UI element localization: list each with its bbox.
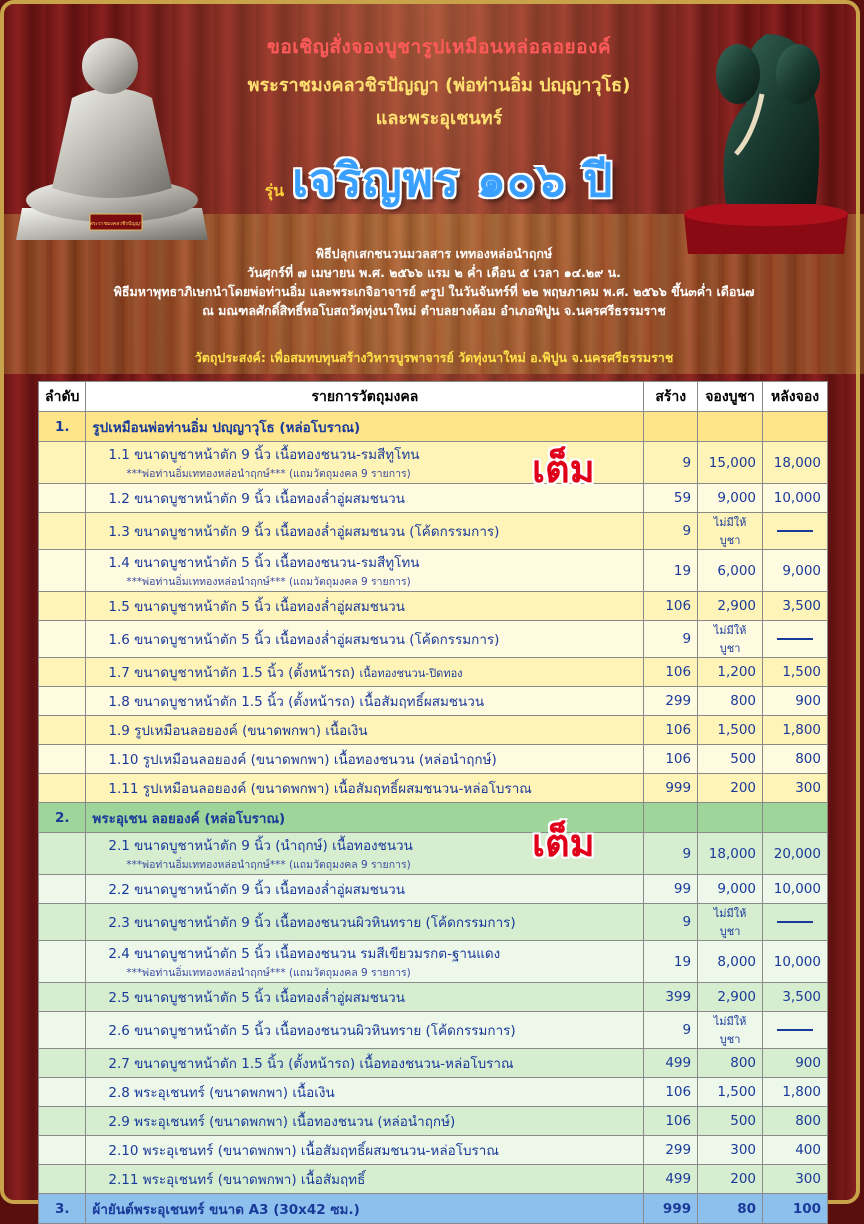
item-title: 2.10 พระอุเชนทร์ (ขนาดพกพา) เนื้อสัมฤทธิ์ผสมชนวน-หล่อโบราณ [108,1143,499,1159]
after-price: 300 [763,774,828,803]
made-count: 106 [644,745,698,774]
edition-prefix: รุ่น [264,181,285,200]
made-count: 106 [644,716,698,745]
table-row [39,1012,828,1049]
item-cell [86,716,644,745]
item-cell [86,1049,644,1078]
after-price: 3,500 [763,592,828,621]
made-count: 106 [644,592,698,621]
section-row [39,412,828,442]
table-row [39,941,828,983]
item-title: 2.2 ขนาดบูชาหน้าตัก 9 นิ้ว เนื้อทองล่ำอู่ผสมชนวน [108,882,405,898]
row-no-cell [39,904,86,941]
row-no-cell [39,687,86,716]
header-after: หลังจอง [763,382,828,412]
reserve-price: 2,900 [698,983,763,1012]
item-cell [86,513,644,550]
made-count: 9 [644,621,698,658]
section-title: พระอุเชน ลอยองค์ (หล่อโบราณ) [86,803,644,833]
row-no-cell [39,1136,86,1165]
item-text [92,661,637,683]
row-no-cell [39,484,86,513]
dash-mark [777,638,813,640]
after-price: 18,000 [763,442,828,484]
after-price: 1,800 [763,1078,828,1107]
item-text [92,1019,637,1041]
item-title: 1.10 รูปเหมือนลอยองค์ (ขนาดพกพา) เนื้อทองชนวน (หล่อนำฤกษ์) [108,752,497,768]
reserve-price: 18,000 [698,833,763,875]
made-count: 9 [644,833,698,875]
made-count: 999 [644,1194,698,1224]
price-table [38,381,828,1224]
made-count: 106 [644,1107,698,1136]
item-cell [86,774,644,803]
table-row [39,983,828,1012]
made-count: 19 [644,550,698,592]
monk-name: พระราชมงคลวชิรปัญญา (พ่อท่านอิ่ม ปญฺญาวุโธ) [247,75,631,96]
section-title: รูปเหมือนพ่อท่านอิ่ม ปญฺญาวุโธ (หล่อโบราณ) [86,412,644,442]
table-row [39,774,828,803]
elephant-statue-image [676,14,856,264]
item-cell [86,745,644,774]
made-count: 106 [644,1078,698,1107]
item-cell [86,1078,644,1107]
reserve-price: 300 [698,1136,763,1165]
invite-title: ขอเชิญสั่งจองบูชารูปเหมือนหล่อลอยองค์ [266,36,612,58]
row-no-cell [39,875,86,904]
header-made: สร้าง [644,382,698,412]
item-title: 1.11 รูปเหมือนลอยองค์ (ขนาดพกพา) เนื้อสัมฤทธิ์ผสมชนวน-หล่อโบราณ [108,781,532,797]
row-no-cell [39,592,86,621]
reserve-price: 15,000 [698,442,763,484]
item-cell [86,1136,644,1165]
reserve-price: 1,200 [698,658,763,687]
table-row [39,1165,828,1194]
item-subnote: ***พ่อท่านอิ่มเททองหล่อนำฤกษ์*** (แถมวัตถุมงคล 9 รายการ) [126,576,411,588]
reserve-price: 800 [698,687,763,716]
item-title: 1.5 ขนาดบูชาหน้าตัก 5 นิ้ว เนื้อทองล่ำอู่ผสมชนวน [108,599,405,615]
table-row [39,513,828,550]
section-row [39,1194,828,1224]
item-cell [86,983,644,1012]
made-count: 9 [644,442,698,484]
item-title: 2.5 ขนาดบูชาหน้าตัก 5 นิ้ว เนื้อทองล่ำอู่ผสมชนวน [108,990,405,1006]
dash-mark [777,1029,813,1031]
table-row [39,904,828,941]
table-row [39,1078,828,1107]
after-price: 300 [763,1165,828,1194]
item-cell [86,875,644,904]
row-no-cell [39,442,86,484]
ujen-name: และพระอุเชนทร์ [375,108,503,129]
table-row [39,716,828,745]
item-title: 2.1 ขนาดบูชาหน้าตัก 9 นิ้ว (นำฤกษ์) เนื้อทองชนวน [108,838,413,854]
made-count: 299 [644,687,698,716]
section-no: 1. [39,412,86,442]
made-count: 106 [644,658,698,687]
table-row [39,442,828,484]
monk-plaque-text: พระราชมงคลวชิรปัญญา [89,221,143,227]
row-no-cell [39,1049,86,1078]
item-title: 1.4 ขนาดบูชาหน้าตัก 5 นิ้ว เนื้อทองชนวน-รมสีทูโทน [108,555,420,571]
table-row [39,745,828,774]
after-price: 1,500 [763,658,828,687]
after-price: 100 [763,1194,828,1224]
after-price: 10,000 [763,484,828,513]
made-count: 19 [644,941,698,983]
row-no-cell [39,513,86,550]
row-no-cell [39,658,86,687]
edition-title: เจริญพร ๑๐๖ ปี [292,153,614,207]
item-text [92,551,637,573]
ceremony-line-1: พิธีปลุกเสกชนวนมวลสาร เททองหล่อนำฤกษ์ [315,246,553,261]
made-count: 9 [644,1012,698,1049]
table-row [39,833,828,875]
made-count: 999 [644,774,698,803]
item-text [92,690,637,712]
ceremony-line-2: วันศุกร์ที่ ๗ เมษายน พ.ศ. ๒๕๖๖ แรม ๒ ค่ำ เดือน ๕ เวลา ๑๔.๒๙ น. [247,265,621,280]
row-no-cell [39,983,86,1012]
made-count: 99 [644,875,698,904]
item-text [92,986,637,1008]
reserve-price: 500 [698,745,763,774]
item-title: 2.11 พระอุเชนทร์ (ขนาดพกพา) เนื้อสัมฤทธิ์ [108,1172,366,1188]
reserve-price: 9,000 [698,875,763,904]
made-count: 499 [644,1165,698,1194]
item-text [92,1168,637,1190]
item-title: 2.4 ขนาดบูชาหน้าตัก 5 นิ้ว เนื้อทองชนวน รมสีเขียวมรกต-ฐานแดง [108,946,501,962]
item-title: 2.6 ขนาดบูชาหน้าตัก 5 นิ้ว เนื้อทองชนวนผิวหินทราย (โค้ดกรรมการ) [108,1023,516,1039]
item-title: 1.6 ขนาดบูชาหน้าตัก 5 นิ้ว เนื้อทองล่ำอู่ผสมชนวน (โค้ดกรรมการ) [108,632,500,648]
sold-out-stamp: เต็ม [532,821,595,865]
table-row [39,621,828,658]
after-price: 9,000 [763,550,828,592]
reserve-price: 8,000 [698,941,763,983]
item-title: 2.3 ขนาดบูชาหน้าตัก 9 นิ้ว เนื้อทองชนวนผิวหินทราย (โค้ดกรรมการ) [108,915,516,931]
item-title: 2.9 พระอุเชนทร์ (ขนาดพกพา) เนื้อทองชนวน (หล่อนำฤกษ์) [108,1114,456,1130]
poster-header [204,32,674,217]
item-cell [86,941,644,983]
item-cell [86,1165,644,1194]
reserve-price: 9,000 [698,484,763,513]
reserve-price: ไม่มีให้บูชา [698,621,763,658]
row-no-cell [39,1012,86,1049]
made-count: 9 [644,513,698,550]
made-count: 399 [644,983,698,1012]
section-row [39,803,828,833]
item-title: 1.7 ขนาดบูชาหน้าตัก 1.5 นิ้ว (ตั้งหน้ารถ) [108,665,356,681]
item-text [92,1139,637,1161]
reserve-price: 6,000 [698,550,763,592]
reserve-price: 2,900 [698,592,763,621]
item-text [92,777,637,799]
table-row [39,1107,828,1136]
row-no-cell [39,1078,86,1107]
reserve-price: 1,500 [698,716,763,745]
item-cell [86,550,644,592]
after-price: 900 [763,1049,828,1078]
item-note: เนื้อทองชนวน-ปิดทอง [359,667,463,680]
item-text [92,942,637,964]
row-no-cell [39,1165,86,1194]
table-row [39,592,828,621]
made-count: 9 [644,904,698,941]
row-no-cell [39,745,86,774]
header-no: ลำดับ [39,382,86,412]
header-reserve: จองบูชา [698,382,763,412]
after-price: 10,000 [763,941,828,983]
item-text [92,628,637,650]
after-price: 400 [763,1136,828,1165]
after-price: 800 [763,745,828,774]
dash-mark [777,921,813,923]
purpose-text: วัตถุประสงค์: เพื่อสมทบทุนสร้างวิหารบูรพาจารย์ วัดทุ่งนาใหม่ อ.พิปูน จ.นครศรีธรรมราช [194,350,674,365]
item-title: 2.8 พระอุเชนทร์ (ขนาดพกพา) เนื้อเงิน [108,1085,335,1101]
ceremony-info [24,244,844,320]
item-text [92,520,637,542]
ceremony-line-3: พิธีมหาพุทธาภิเษกนำโดยพ่อท่านอิ่ม และพระเกจิอาจารย์ ๙รูป ในวันจันทร์ที่ ๒๒ พฤษภาคม พ.ศ. ๒๕๖๖ ขึ้น๓ค่ำ เดือน๗ [113,284,755,299]
section-no: 2. [39,803,86,833]
section-no: 3. [39,1194,86,1224]
item-text [92,1081,637,1103]
reserve-price: 80 [698,1194,763,1224]
item-text [92,878,637,900]
after-price: 900 [763,687,828,716]
item-text [92,1110,637,1132]
item-cell [86,1107,644,1136]
after-price [763,621,828,658]
table-row [39,875,828,904]
table-row [39,550,828,592]
after-price: 3,500 [763,983,828,1012]
price-table-body [39,412,828,1224]
table-row [39,484,828,513]
item-cell [86,592,644,621]
item-text [92,748,637,770]
row-no-cell [39,941,86,983]
reserve-price: 1,500 [698,1078,763,1107]
dash-mark [777,530,813,532]
reserve-price: ไม่มีให้บูชา [698,904,763,941]
made-count: 499 [644,1049,698,1078]
item-title: 1.8 ขนาดบูชาหน้าตัก 1.5 นิ้ว (ตั้งหน้ารถ) เนื้อสัมฤทธิ์ผสมชนวน [108,694,485,710]
table-row [39,658,828,687]
after-price: 20,000 [763,833,828,875]
reserve-price: 200 [698,1165,763,1194]
row-no-cell [39,774,86,803]
reserve-price: 800 [698,1049,763,1078]
made-count: 59 [644,484,698,513]
item-text [92,911,637,933]
after-price: 10,000 [763,875,828,904]
edition [204,144,674,217]
reserve-price: ไม่มีให้บูชา [698,1012,763,1049]
reserve-price: 500 [698,1107,763,1136]
row-no-cell [39,621,86,658]
ceremony-line-4: ณ มณฑลศักดิ์สิทธิ์หอโบสถวัดทุ่งนาใหม่ ตำบลยางค้อม อำเภอพิปูน จ.นครศรีธรรมราช [202,303,666,318]
after-price [763,1012,828,1049]
sold-out-stamp: เต็ม [532,447,595,491]
header-item: รายการวัตถุมงคล [86,382,644,412]
row-no-cell [39,550,86,592]
item-title: 1.9 รูปเหมือนลอยองค์ (ขนาดพกพา) เนื้อเงิน [108,723,368,739]
section-title: ผ้ายันต์พระอุเชนทร์ ขนาด A3 (30x42 ซม.) [86,1194,644,1224]
item-text [92,595,637,617]
item-subnote: ***พ่อท่านอิ่มเททองหล่อนำฤกษ์*** (แถมวัตถุมงคล 9 รายการ) [126,967,411,979]
table-row [39,1049,828,1078]
item-title: 2.7 ขนาดบูชาหน้าตัก 1.5 นิ้ว (ตั้งหน้ารถ) เนื้อทองชนวน-หล่อโบราณ [108,1056,514,1072]
item-cell [86,687,644,716]
row-no-cell [39,833,86,875]
row-no-cell [39,716,86,745]
after-price [763,904,828,941]
item-text [92,719,637,741]
item-title: 1.1 ขนาดบูชาหน้าตัก 9 นิ้ว เนื้อทองชนวน-รมสีทูโทน [108,447,420,463]
item-cell [86,658,644,687]
item-subnote: ***พ่อท่านอิ่มเททองหล่อนำฤกษ์*** (แถมวัตถุมงคล 9 รายการ) [126,468,411,480]
table-row [39,1136,828,1165]
after-price [763,513,828,550]
made-count: 299 [644,1136,698,1165]
after-price: 800 [763,1107,828,1136]
monk-statue-image [12,18,212,248]
item-title: 1.2 ขนาดบูชาหน้าตัก 9 นิ้ว เนื้อทองล่ำอู่ผสมชนวน [108,491,405,507]
item-title: 1.3 ขนาดบูชาหน้าตัก 9 นิ้ว เนื้อทองล่ำอู่ผสมชนวน (โค้ดกรรมการ) [108,524,500,540]
reserve-price: 200 [698,774,763,803]
after-price: 1,800 [763,716,828,745]
item-cell [86,621,644,658]
reserve-price: ไม่มีให้บูชา [698,513,763,550]
row-no-cell [39,1107,86,1136]
table-row [39,687,828,716]
item-cell [86,1012,644,1049]
item-text [92,1052,637,1074]
item-subnote: ***พ่อท่านอิ่มเททองหล่อนำฤกษ์*** (แถมวัตถุมงคล 9 รายการ) [126,859,411,871]
item-cell [86,904,644,941]
